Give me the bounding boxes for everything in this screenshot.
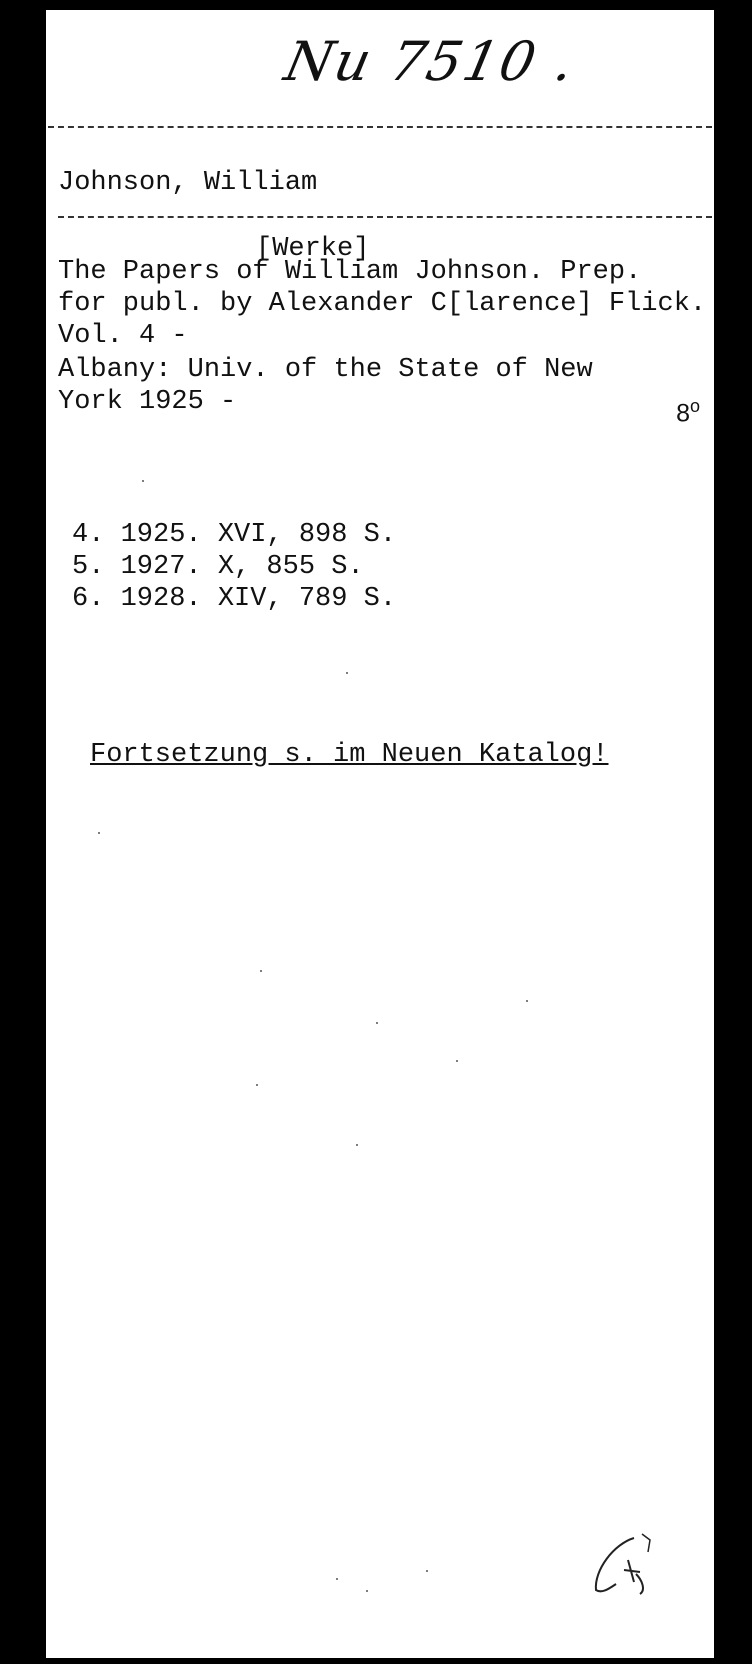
description-line: for publ. by Alexander C[larence] Flick.	[58, 289, 707, 319]
author-heading: Johnson, William	[58, 168, 318, 198]
paper-speck	[376, 1022, 378, 1024]
format-number: 8	[676, 399, 690, 428]
paper-speck	[356, 1144, 358, 1146]
format-size	[676, 396, 700, 428]
catalog-card	[46, 10, 714, 1658]
volume-entry: 6. 1928. XIV, 789 S.	[72, 584, 397, 614]
paper-speck	[426, 1570, 428, 1572]
paper-speck	[256, 1084, 258, 1086]
uniform-title: [Werke]	[256, 234, 370, 264]
divider-author	[58, 216, 712, 218]
call-number: Nu 7510 .	[279, 30, 582, 93]
description-line: Vol. 4 -	[58, 321, 188, 351]
description-line: Albany: Univ. of the State of New	[58, 355, 593, 385]
paper-speck	[526, 1000, 528, 1002]
handwritten-initials	[584, 1530, 664, 1600]
continuation-note: Fortsetzung s. im Neuen Katalog!	[90, 740, 609, 770]
format-superscript: o	[689, 396, 700, 416]
paper-speck	[142, 480, 144, 482]
description-line: The Papers of William Johnson. Prep.	[58, 257, 642, 287]
paper-speck	[346, 672, 348, 674]
description-line: York 1925 -	[58, 387, 237, 417]
paper-speck	[260, 970, 262, 972]
paper-speck	[456, 1060, 458, 1062]
divider-top	[48, 126, 712, 128]
paper-speck	[366, 1590, 368, 1592]
volume-entry: 4. 1925. XVI, 898 S.	[72, 520, 397, 550]
paper-speck	[98, 832, 100, 834]
paper-speck	[336, 1578, 338, 1580]
volume-entry: 5. 1927. X, 855 S.	[72, 552, 364, 582]
